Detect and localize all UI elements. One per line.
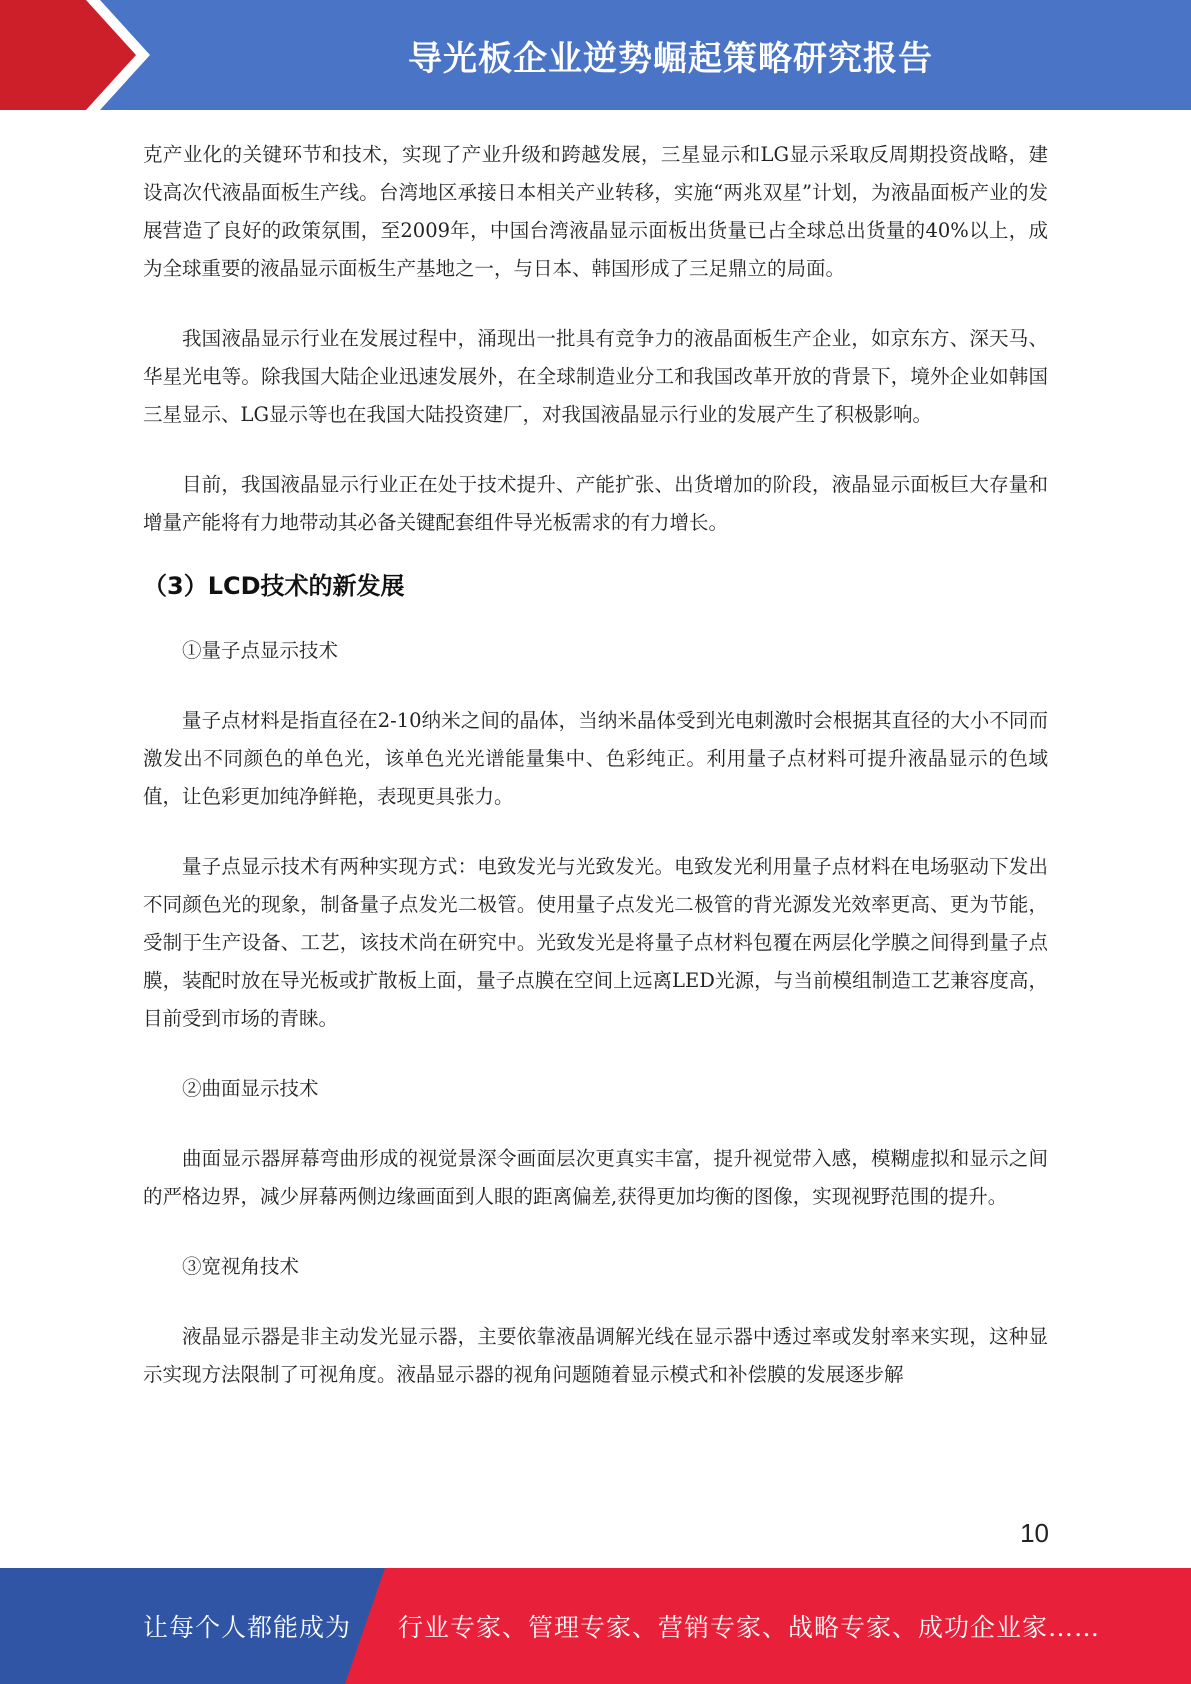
paragraph: 目前，我国液晶显示行业正在处于技术提升、产能扩张、出货增加的阶段，液晶显示面板巨大存量和增量产能将有力地带动其必备关键配套组件导光板需求的有力增长。 <box>143 473 1048 534</box>
document-body <box>143 136 1048 1394</box>
subsection-item: ③宽视角技术 <box>182 1255 300 1278</box>
subsection-item: ①量子点显示技术 <box>182 639 339 662</box>
page-number: 10 <box>1020 1518 1049 1548</box>
footer-slogan-left: 让每个人都能成为 <box>143 1613 352 1642</box>
footer-slogan-right: 行业专家、管理专家、营销专家、战略专家、成功企业家…… <box>398 1613 1101 1642</box>
paragraph: 克产业化的关键环节和技术，实现了产业升级和跨越发展，三星显示和LG显示采取反周期投资战略，建设高次代液晶面板生产线。台湾地区承接日本相关产业转移，实施“两兆双星”计划，为液晶面板产业的发展营造了良好的政策氛围，至2009年，中国台湾液晶显示面板出货量已占全球总出货量的40%以上，成为全球重要的液晶显示面板生产基地之一，与日本、韩国形成了三足鼎立的局面。 <box>143 143 1048 280</box>
page-header <box>0 0 1191 110</box>
paragraph: 量子点材料是指直径在2-10纳米之间的晶体，当纳米晶体受到光电刺激时会根据其直径的大小不同而激发出不同颜色的单色光，该单色光光谱能量集中、色彩纯正。利用量子点材料可提升液晶显示的色域值，让色彩更加纯净鲜艳，表现更具张力。 <box>143 709 1048 808</box>
section-heading: （3）LCD技术的新发展 <box>143 572 405 600</box>
paragraph: 曲面显示器屏幕弯曲形成的视觉景深令画面层次更真实丰富，提升视觉带入感，模糊虚拟和显示之间的严格边界，减少屏幕两侧边缘画面到人眼的距离偏差,获得更加均衡的图像，实现视野范围的提升。 <box>143 1147 1048 1208</box>
paragraph: 我国液晶显示行业在发展过程中，涌现出一批具有竞争力的液晶面板生产企业，如京东方、深天马、华星光电等。除我国大陆企业迅速发展外，在全球制造业分工和我国改革开放的背景下，境外企业如韩国三星显示、LG显示等也在我国大陆投资建厂，对我国液晶显示行业的发展产生了积极影响。 <box>143 327 1048 426</box>
paragraph: 液晶显示器是非主动发光显示器，主要依靠液晶调解光线在显示器中透过率或发射率来实现，这种显示实现方法限制了可视角度。液晶显示器的视角问题随着显示模式和补偿膜的发展逐步解 <box>143 1325 1048 1386</box>
subsection-item: ②曲面显示技术 <box>182 1077 319 1100</box>
report-title: 导光板企业逆势崛起策略研究报告 <box>408 38 933 79</box>
page-footer <box>0 1568 1191 1684</box>
paragraph: 量子点显示技术有两种实现方式：电致发光与光致发光。电致发光利用量子点材料在电场驱动下发出不同颜色光的现象，制备量子点发光二极管。使用量子点发光二极管的背光源发光效率更高、更为节能，受制于生产设备、工艺，该技术尚在研究中。光致发光是将量子点材料包覆在两层化学膜之间得到量子点膜，装配时放在导光板或扩散板上面，量子点膜在空间上远离LED光源，与当前模组制造工艺兼容度高，目前受到市场的青睐。 <box>143 855 1048 1030</box>
